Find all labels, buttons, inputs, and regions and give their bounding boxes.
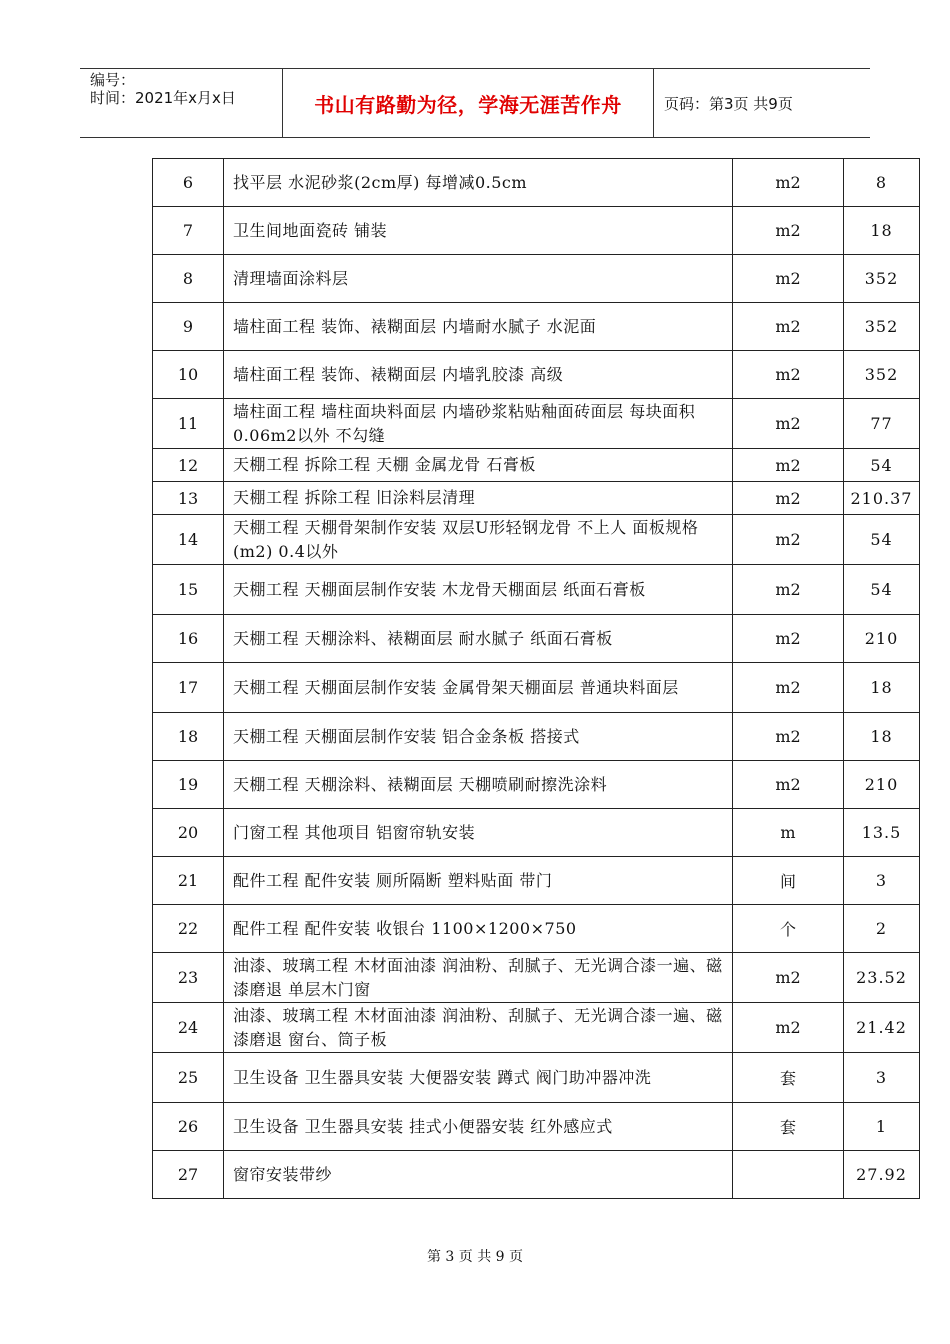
item-name-cell: 卫生设备 卫生器具安装 大便器安装 蹲式 阀门助冲器冲洗 [224, 1053, 733, 1103]
item-name-cell: 配件工程 配件安装 厕所隔断 塑料贴面 带门 [224, 857, 733, 905]
row-number-cell: 17 [153, 663, 224, 713]
row-number-cell: 19 [153, 761, 224, 809]
row-number-cell: 18 [153, 713, 224, 761]
table-row [153, 663, 920, 713]
quantity-cell: 54 [844, 449, 920, 482]
row-number-cell: 26 [153, 1103, 224, 1151]
table-row [153, 1151, 920, 1199]
quantity-table [152, 158, 920, 1199]
quantity-cell: 18 [844, 713, 920, 761]
row-number-cell: 13 [153, 482, 224, 515]
unit-cell: 间 [733, 857, 844, 905]
row-number-cell: 22 [153, 905, 224, 953]
quantity-cell: 18 [844, 663, 920, 713]
quantity-cell: 3 [844, 857, 920, 905]
unit-cell: m2 [733, 663, 844, 713]
item-name-cell: 油漆、玻璃工程 木材面油漆 润油粉、刮腻子、无光调合漆一遍、磁漆磨退 单层木门窗 [224, 953, 733, 1003]
item-name-cell: 天棚工程 天棚涂料、裱糊面层 耐水腻子 纸面石膏板 [224, 615, 733, 663]
row-number-cell: 16 [153, 615, 224, 663]
table-row [153, 761, 920, 809]
quantity-cell: 13.5 [844, 809, 920, 857]
unit-cell: m2 [733, 565, 844, 615]
unit-cell: m2 [733, 159, 844, 207]
item-name-cell: 墙柱面工程 墙柱面块料面层 内墙砂浆粘贴釉面砖面层 每块面积0.06m2以外 不勾缝 [224, 399, 733, 449]
item-name-cell: 天棚工程 拆除工程 旧涂料层清理 [224, 482, 733, 515]
unit-cell: 套 [733, 1103, 844, 1151]
quantity-cell: 3 [844, 1053, 920, 1103]
quantity-cell: 23.52 [844, 953, 920, 1003]
unit-cell: m2 [733, 761, 844, 809]
row-number-cell: 21 [153, 857, 224, 905]
row-number-cell: 8 [153, 255, 224, 303]
page-footer: 第 3 页 共 9 页 [426, 1249, 524, 1265]
quantity-cell: 8 [844, 159, 920, 207]
quantity-cell: 210.37 [844, 482, 920, 515]
item-name-cell: 清理墙面涂料层 [224, 255, 733, 303]
unit-cell: m2 [733, 207, 844, 255]
table-row [153, 449, 920, 482]
row-number-cell: 11 [153, 399, 224, 449]
row-number-cell: 25 [153, 1053, 224, 1103]
unit-cell: 套 [733, 1053, 844, 1103]
item-name-cell: 窗帘安装带纱 [224, 1151, 733, 1199]
quantity-cell: 18 [844, 207, 920, 255]
unit-cell: m2 [733, 953, 844, 1003]
unit-cell: m2 [733, 1003, 844, 1053]
quantity-cell: 2 [844, 905, 920, 953]
unit-cell: m2 [733, 615, 844, 663]
item-name-cell: 墙柱面工程 装饰、裱糊面层 内墙耐水腻子 水泥面 [224, 303, 733, 351]
table-row [153, 159, 920, 207]
table-row [153, 207, 920, 255]
item-name-cell: 找平层 水泥砂浆(2cm厚) 每增减0.5cm [224, 159, 733, 207]
serial-number-label: 编号： [90, 71, 136, 89]
motto-text: 书山有路勤为径，学海无涯苦作舟 [283, 69, 654, 137]
item-name-cell: 卫生设备 卫生器具安装 挂式小便器安装 红外感应式 [224, 1103, 733, 1151]
unit-cell: m2 [733, 255, 844, 303]
item-name-cell: 门窗工程 其他项目 铝窗帘轨安装 [224, 809, 733, 857]
unit-cell: m2 [733, 515, 844, 565]
item-name-cell: 天棚工程 天棚面层制作安装 铝合金条板 搭接式 [224, 713, 733, 761]
item-name-cell: 配件工程 配件安装 收银台 1100×1200×750 [224, 905, 733, 953]
unit-cell: m [733, 809, 844, 857]
quantity-cell: 352 [844, 351, 920, 399]
unit-cell: m2 [733, 303, 844, 351]
item-name-cell: 墙柱面工程 装饰、裱糊面层 内墙乳胶漆 高级 [224, 351, 733, 399]
table-row [153, 615, 920, 663]
table-row [153, 953, 920, 1003]
unit-cell: m2 [733, 449, 844, 482]
header-left-cell [80, 69, 283, 137]
item-name-cell: 天棚工程 天棚涂料、裱糊面层 天棚喷刷耐擦洗涂料 [224, 761, 733, 809]
quantity-cell: 210 [844, 761, 920, 809]
row-number-cell: 6 [153, 159, 224, 207]
table-row [153, 515, 920, 565]
quantity-cell: 1 [844, 1103, 920, 1151]
row-number-cell: 12 [153, 449, 224, 482]
date-line: 时间：2021年x月x日 [90, 89, 236, 107]
row-number-cell: 7 [153, 207, 224, 255]
item-name-cell: 油漆、玻璃工程 木材面油漆 润油粉、刮腻子、无光调合漆一遍、磁漆磨退 窗台、筒子板 [224, 1003, 733, 1053]
item-name-cell: 天棚工程 拆除工程 天棚 金属龙骨 石膏板 [224, 449, 733, 482]
table-row [153, 1103, 920, 1151]
row-number-cell: 10 [153, 351, 224, 399]
row-number-cell: 24 [153, 1003, 224, 1053]
unit-cell: 个 [733, 905, 844, 953]
quantity-cell: 54 [844, 565, 920, 615]
unit-cell: m2 [733, 713, 844, 761]
table-row [153, 905, 920, 953]
row-number-cell: 14 [153, 515, 224, 565]
unit-cell: m2 [733, 399, 844, 449]
table-row [153, 1003, 920, 1053]
item-name-cell: 天棚工程 天棚面层制作安装 木龙骨天棚面层 纸面石膏板 [224, 565, 733, 615]
unit-cell: m2 [733, 482, 844, 515]
document-header [80, 68, 870, 138]
table-row [153, 351, 920, 399]
row-number-cell: 9 [153, 303, 224, 351]
row-number-cell: 23 [153, 953, 224, 1003]
table-row [153, 399, 920, 449]
row-number-cell: 27 [153, 1151, 224, 1199]
unit-cell: m2 [733, 351, 844, 399]
quantity-cell: 352 [844, 255, 920, 303]
table-row [153, 1053, 920, 1103]
row-number-cell: 20 [153, 809, 224, 857]
page-number-label: 页码：第3页 共9页 [664, 94, 793, 113]
quantity-cell: 54 [844, 515, 920, 565]
table-row [153, 303, 920, 351]
row-number-cell: 15 [153, 565, 224, 615]
quantity-cell: 77 [844, 399, 920, 449]
unit-cell [733, 1151, 844, 1199]
table-row [153, 255, 920, 303]
table-row [153, 809, 920, 857]
quantity-cell: 210 [844, 615, 920, 663]
item-name-cell: 天棚工程 天棚骨架制作安装 双层U形轻钢龙骨 不上人 面板规格(m2) 0.4以外 [224, 515, 733, 565]
item-name-cell: 天棚工程 天棚面层制作安装 金属骨架天棚面层 普通块料面层 [224, 663, 733, 713]
table-row [153, 857, 920, 905]
table-row [153, 565, 920, 615]
table-row [153, 482, 920, 515]
item-name-cell: 卫生间地面瓷砖 铺装 [224, 207, 733, 255]
quantity-cell: 352 [844, 303, 920, 351]
quantity-cell: 27.92 [844, 1151, 920, 1199]
quantity-cell: 21.42 [844, 1003, 920, 1053]
table-row [153, 713, 920, 761]
